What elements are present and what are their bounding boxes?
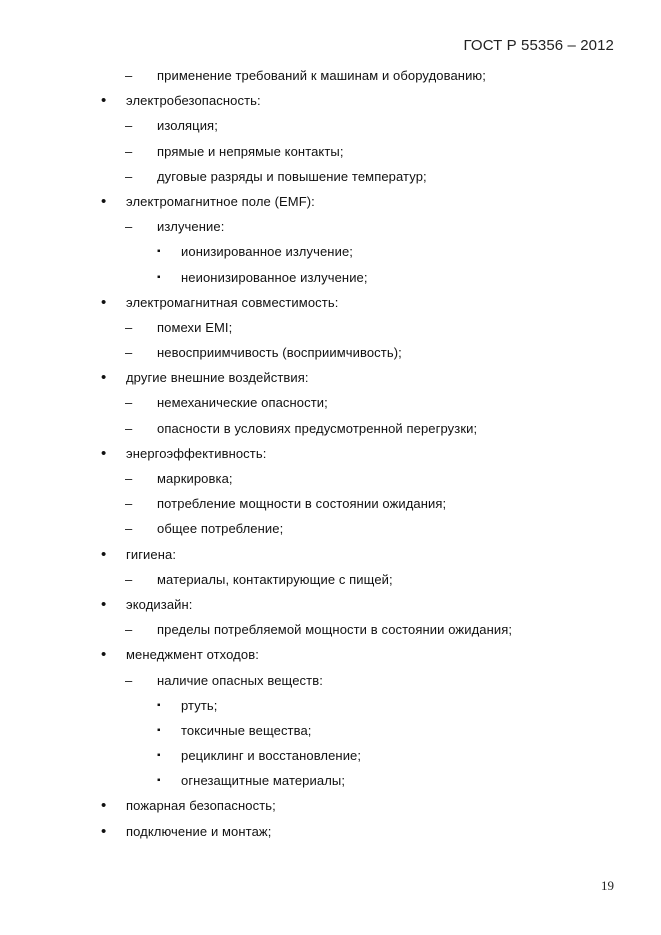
list-item-text: невосприимчивость (восприимчивость);: [157, 345, 402, 361]
bullet-icon: •: [101, 444, 107, 462]
list-item-text: токсичные вещества;: [181, 722, 312, 738]
list-item-text: гигиена:: [126, 546, 177, 562]
list-item-text: ионизированное излучение;: [181, 244, 353, 260]
list-item-text: подключение и монтаж;: [126, 823, 272, 839]
list-item: [0, 113, 661, 138]
list-item: [0, 819, 661, 844]
dash-icon: –: [125, 622, 133, 638]
list-item: [0, 743, 661, 768]
dash-icon: –: [125, 143, 133, 159]
bullet-icon: •: [101, 369, 107, 387]
list-item: [0, 340, 661, 365]
list-item: [0, 88, 661, 113]
square-bullet-icon: ▪: [157, 271, 161, 283]
list-item: [0, 214, 661, 239]
list-item-text: немеханические опасности;: [157, 395, 328, 411]
bullet-icon: •: [101, 92, 107, 110]
square-bullet-icon: ▪: [157, 724, 161, 736]
standard-id: ГОСТ Р 55356 – 2012: [463, 37, 614, 54]
list-item: [0, 642, 661, 667]
list-item-text: электробезопасность:: [126, 93, 261, 109]
dash-icon: –: [125, 521, 133, 537]
list-item-text: опасности в условиях предусмотренной перегрузки;: [157, 420, 478, 436]
list-item: [0, 592, 661, 617]
dash-icon: –: [125, 496, 133, 512]
list-item: [0, 239, 661, 264]
list-item-text: экодизайн:: [126, 596, 193, 612]
list-item: [0, 265, 661, 290]
requirements-list: [0, 63, 661, 844]
square-bullet-icon: ▪: [157, 750, 161, 762]
list-item: [0, 793, 661, 818]
list-item: [0, 567, 661, 592]
list-item-text: менеджмент отходов:: [126, 647, 259, 663]
list-item: [0, 693, 661, 718]
list-item: [0, 516, 661, 541]
dash-icon: –: [125, 219, 133, 235]
list-item-text: прямые и непрямые контакты;: [157, 143, 344, 159]
page-number: 19: [601, 878, 614, 893]
square-bullet-icon: ▪: [157, 246, 161, 258]
dash-icon: –: [125, 471, 133, 486]
dash-icon: –: [125, 420, 133, 436]
bullet-icon: •: [101, 293, 107, 311]
dash-icon: –: [125, 118, 133, 134]
list-item-text: пределы потребляемой мощности в состоянии ожидания;: [157, 622, 513, 638]
dash-icon: –: [125, 168, 133, 184]
list-item-text: потребление мощности в состоянии ожидания;: [157, 496, 447, 512]
list-item: [0, 617, 661, 642]
list-item: [0, 164, 661, 189]
list-item: [0, 441, 661, 466]
list-item-text: пожарная безопасность;: [126, 798, 276, 814]
dash-icon: –: [125, 319, 133, 335]
list-item: [0, 542, 661, 567]
list-item-text: излучение:: [157, 219, 225, 235]
dash-icon: –: [125, 345, 133, 361]
document-header: [464, 37, 614, 54]
list-item-text: дуговые разряды и повышение температур;: [157, 168, 427, 184]
list-item-text: помехи EMI;: [157, 319, 233, 335]
list-item: [0, 365, 661, 390]
square-bullet-icon: ▪: [157, 775, 161, 787]
list-item: [0, 668, 661, 693]
list-item: [0, 416, 661, 441]
list-item-text: огнезащитные материалы;: [181, 773, 346, 789]
list-item-text: изоляция;: [157, 118, 218, 134]
list-item: [0, 290, 661, 315]
list-item: [0, 491, 661, 516]
list-item-text: наличие опасных веществ:: [157, 672, 323, 688]
list-item-text: электромагнитная совместимость:: [126, 294, 339, 310]
bullet-icon: •: [101, 646, 107, 664]
dash-icon: –: [125, 571, 133, 587]
list-item: [0, 768, 661, 793]
list-item-text: материалы, контактирующие с пищей;: [157, 571, 393, 587]
bullet-icon: •: [101, 822, 107, 840]
list-item: [0, 189, 661, 214]
list-item-text: общее потребление;: [157, 521, 284, 537]
dash-icon: –: [125, 395, 133, 411]
list-item-text: неионизированное излучение;: [181, 269, 368, 285]
list-item: [0, 139, 661, 164]
bullet-icon: •: [101, 797, 107, 815]
bullet-icon: •: [101, 545, 107, 563]
list-item-text: рециклинг и восстановление;: [181, 748, 362, 764]
bullet-icon: •: [101, 595, 107, 613]
dash-icon: –: [125, 672, 133, 688]
list-item-text: ртуть;: [181, 697, 218, 713]
bullet-icon: •: [101, 192, 107, 210]
list-item: [0, 63, 661, 88]
list-item: [0, 466, 661, 491]
list-item-text: другие внешние воздействия:: [126, 370, 309, 386]
list-item: [0, 315, 661, 340]
list-item-text: маркировка;: [157, 471, 233, 486]
list-item: [0, 718, 661, 743]
list-item-text: применение требований к машинам и оборудованию;: [157, 68, 486, 83]
list-item: [0, 390, 661, 415]
list-item-text: энергоэффективность:: [126, 445, 267, 461]
dash-icon: –: [125, 68, 133, 83]
list-item-text: электромагнитное поле (EMF):: [126, 193, 315, 209]
square-bullet-icon: ▪: [157, 699, 161, 711]
